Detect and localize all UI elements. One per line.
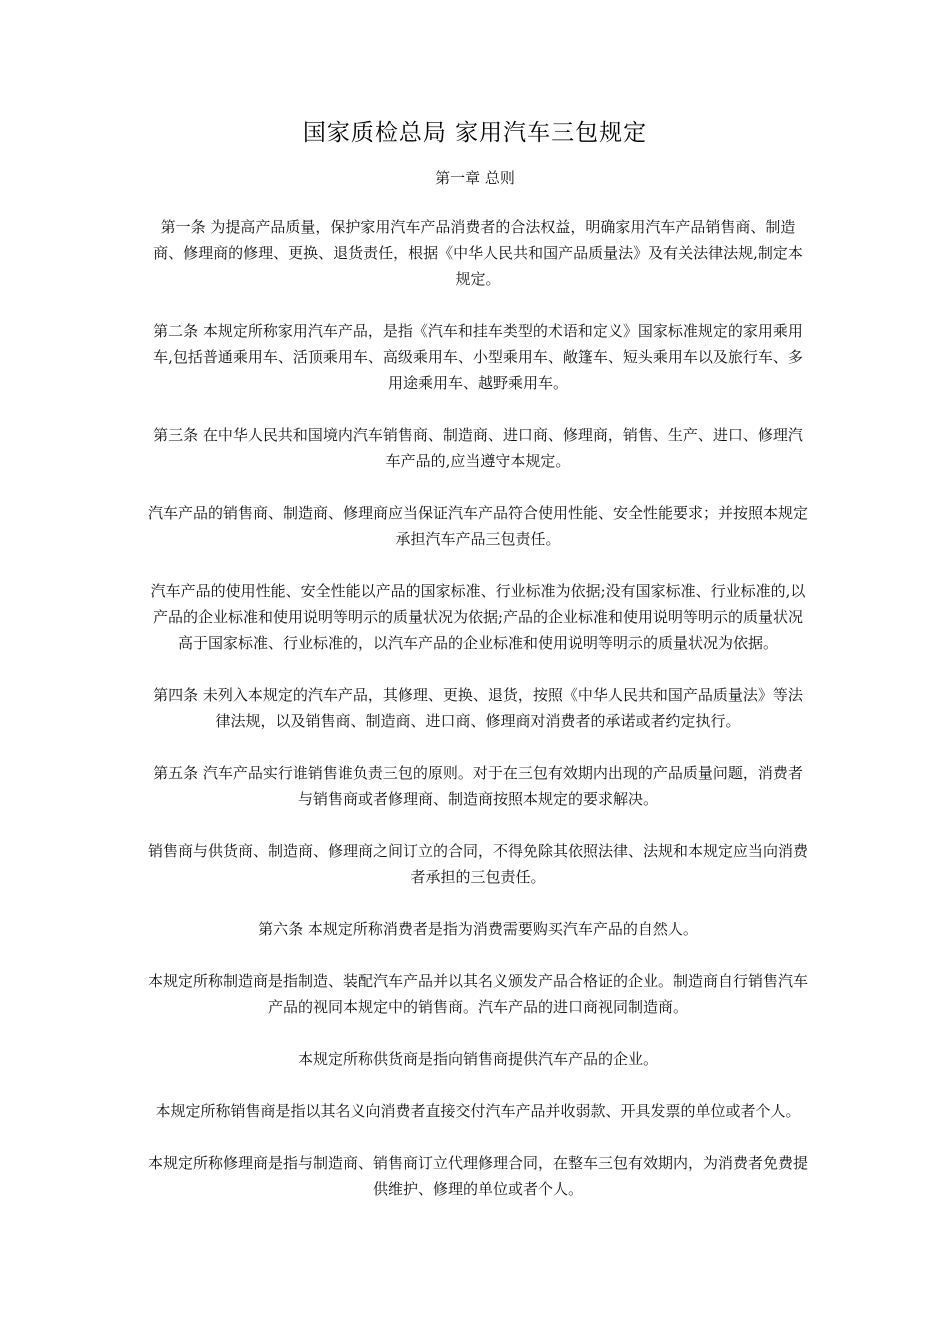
paragraph-definition-seller: 本规定所称销售商是指以其名义向消费者直接交付汽车产品并收弱款、开具发票的单位或者个人。 (155, 1102, 801, 1120)
paragraph-definition-repairer: 本规定所称修理商是指与制造商、销售商订立代理修理合同，在整车三包有效期内，为消费者免费提供维护、修理的单位或者个人。 (147, 1154, 808, 1198)
paragraph-article-4: 第四条 未列入本规定的汽车产品，其修理、更换、退货，按照《中华人民共和国产品质量法》等法律法规，以及销售商、制造商、进口商、修理商对消费者的承诺或者约定执行。 (153, 686, 803, 730)
paragraph-article-5-contracts: 销售商与供货商、制造商、修理商之间订立的合同，不得免除其依照法律、法规和本规定应当向消费者承担的三包责任。 (147, 842, 808, 886)
document-body (147, 214, 809, 1228)
paragraph-article-3: 第三条 在中华人民共和国境内汽车销售商、制造商、进口商、修理商，销售、生产、进口、修理汽车产品的,应当遵守本规定。 (153, 426, 803, 470)
paragraph-article-2: 第二条 本规定所称家用汽车产品，是指《汽车和挂车类型的术语和定义》国家标准规定的家用乘用车,包括普通乘用车、活顶乘用车、高级乘用车、小型乘用车、敞篷车、短头乘用车以及旅行车、多用途乘用车、越野乘用车。 (153, 322, 803, 392)
paragraph-article-3-responsibility: 汽车产品的销售商、制造商、修理商应当保证汽车产品符合使用性能、安全性能要求；并按照本规定承担汽车产品三包责任。 (147, 504, 808, 548)
paragraph-article-3-standards: 汽车产品的使用性能、安全性能以产品的国家标准、行业标准为依据;没有国家标准、行业标准的,以产品的企业标准和使用说明等明示的质量状况为依据;产品的企业标准和使用说明等明示的质量状况高于国家标准、行业标准的，以汽车产品的企业标准和使用说明等明示的质量状况为依据。 (150, 582, 806, 652)
document-title: 国家质检总局 家用汽车三包规定 (302, 120, 648, 146)
paragraph-article-6: 第六条 本规定所称消费者是指为消费需要购买汽车产品的自然人。 (258, 920, 698, 938)
paragraph-article-5: 第五条 汽车产品实行谁销售谁负责三包的原则。对于在三包有效期内出现的产品质量问题，消费者与销售商或者修理商、制造商按照本规定的要求解决。 (153, 764, 803, 808)
paragraph-definition-manufacturer: 本规定所称制造商是指制造、装配汽车产品并以其名义颁发产品合格证的企业。制造商自行销售汽车产品的视同本规定中的销售商。汽车产品的进口商视同制造商。 (147, 972, 808, 1016)
paragraph-article-1: 第一条 为提高产品质量，保护家用汽车产品消费者的合法权益，明确家用汽车产品销售商、制造商、修理商的修理、更换、退货责任，根据《中华人民共和国产品质量法》及有关法律法规,制定本规定。 (153, 218, 803, 288)
paragraph-definition-supplier: 本规定所称供货商是指向销售商提供汽车产品的企业。 (297, 1050, 658, 1068)
chapter-heading: 第一章 总则 (435, 169, 515, 187)
